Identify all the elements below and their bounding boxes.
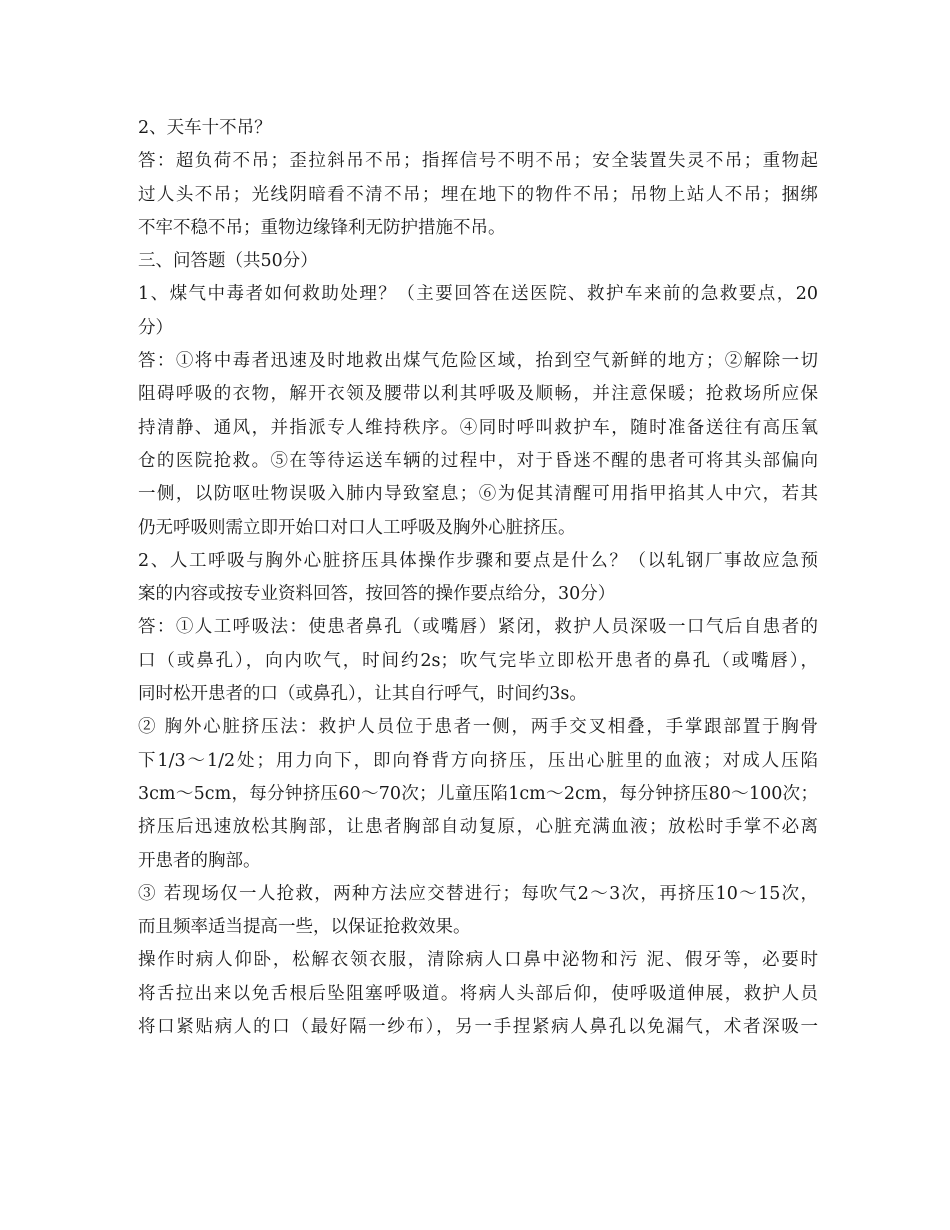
text-line: 将口紧贴病人的口（最好隔一纱布），另一手捏紧病人鼻孔以免漏气，术者深吸一 [138, 1017, 818, 1038]
text-line: 操作时病人仰卧，松解衣领衣服，清除病人口鼻中泌物和污 泥、假牙等，必要时 [138, 950, 818, 971]
text-line: 1、煤气中毒者如何救助处理？（主要回答在送医院、救护车来前的急救要点，20 [138, 284, 818, 305]
text-line: 2、天车十不吊？ [138, 118, 272, 138]
text-line: 分） [138, 317, 173, 338]
text-line: 挤压后迅速放松其胸部，让患者胸部自动复原，心脏充满血液；放松时手掌不必离 [138, 817, 818, 838]
text-line: 2、人工呼吸与胸外心脏挤压具体操作步骤和要点是什么？（以轧钢厂事故应急预 [138, 550, 818, 571]
text-line: 而且频率适当提高一些，以保证抢救效果。 [138, 917, 471, 938]
text-line: 案的内容或按专业资料回答，按回答的操作要点给分，30分） [138, 584, 616, 605]
text-line: 持清静、通风，并指派专人维持秩序。④同时呼叫救护车，随时准备送往有高压氧 [138, 417, 818, 438]
text-line: 三、问答题（共50分） [138, 251, 318, 272]
text-line: 阻碍呼吸的衣物，解开衣领及腰带以利其呼吸及顺畅，并注意保暖；抢救场所应保 [138, 384, 818, 405]
text-line: 口（或鼻孔），向内吹气，时间约2s；吹气完毕立即松开患者的鼻孔（或嘴唇）， [138, 650, 818, 671]
text-line: 仓的医院抢救。⑤在等待运送车辆的过程中，对于昏迷不醒的患者可将其头部偏向 [138, 450, 818, 471]
text-line: 一侧，以防呕吐物误吸入肺内导致窒息；⑥为促其清醒可用指甲掐其人中穴，若其 [138, 484, 818, 505]
text-line: 同时松开患者的口（或鼻孔），让其自行呼气，时间约3s。 [138, 684, 587, 705]
text-line: 答：①将中毒者迅速及时地救出煤气危险区域，抬到空气新鲜的地方；②解除一切 [138, 351, 818, 372]
text-line: 将舌拉出来以免舌根后坠阻塞呼吸道。将病人头部后仰，使呼吸道伸展，救护人员 [138, 983, 818, 1004]
text-line: 答：①人工呼吸法：使患者鼻孔（或嘴唇）紧闭，救护人员深吸一口气后自患者的 [138, 617, 818, 638]
text-line: 仍无呼吸则需立即开始口对口人工呼吸及胸外心脏挤压。 [138, 517, 576, 538]
text-line: 过人头不吊；光线阴暗看不清不吊；埋在地下的物件不吊；吊物上站人不吊；捆绑 [138, 184, 818, 205]
text-line: ② 胸外心脏挤压法：救护人员位于患者一侧，两手交叉相叠，手掌跟部置于胸骨 [138, 717, 818, 738]
text-line: 答：超负荷不吊；歪拉斜吊不吊；指挥信号不明不吊；安全装置失灵不吊；重物起 [138, 151, 818, 172]
text-line: 下1/3～1/2处；用力向下，即向脊背方向挤压，压出心脏里的血液；对成人压陷 [138, 750, 818, 771]
document-body [138, 112, 818, 1044]
text-line: 3cm～5cm，每分钟挤压60～70次；儿童压陷1cm～2cm，每分钟挤压80～100次； [138, 783, 818, 804]
text-line: 开患者的胸部。 [138, 850, 261, 871]
text-line: 不牢不稳不吊；重物边缘锋利无防护措施不吊。 [138, 217, 506, 238]
text-line: ③ 若现场仅一人抢救，两种方法应交替进行；每吹气2～3次，再挤压10～15次， [138, 883, 818, 904]
